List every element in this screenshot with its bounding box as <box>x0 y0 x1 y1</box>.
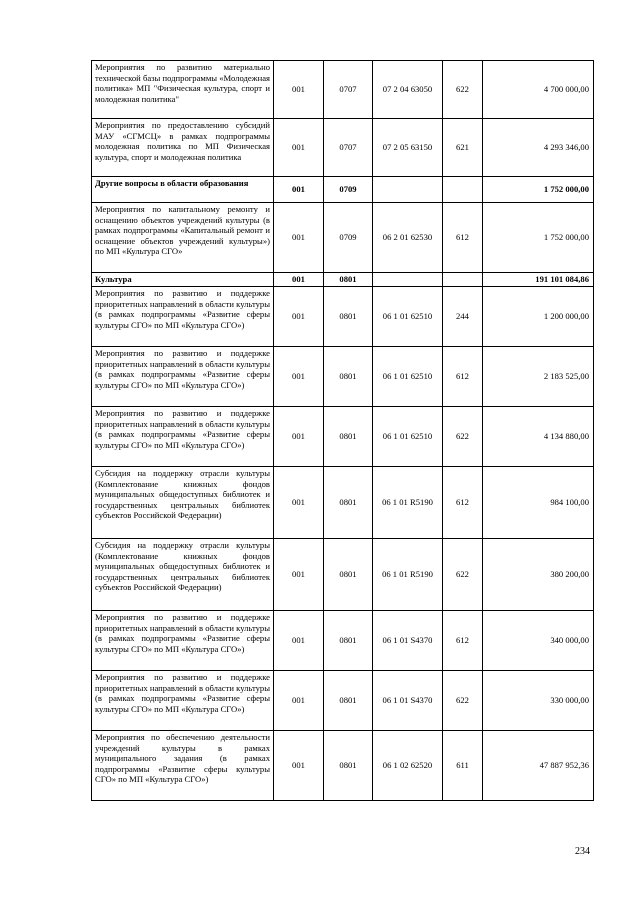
row-ministry-code-cell: 001 <box>274 611 324 671</box>
row-section-code-cell: 0801 <box>324 611 373 671</box>
row-target-code-cell: 06 1 01 62510 <box>373 287 443 347</box>
row-ministry-code-cell: 001 <box>274 467 324 539</box>
row-name-cell: Мероприятия по развитию и поддержке приоритетных направлений в области культуры (в рамках подпрограммы «Развитие сферы культуры СГО» по МП «Культура СГО») <box>92 671 274 731</box>
row-amount-cell: 1 200 000,00 <box>483 287 594 347</box>
row-ministry-code-cell: 001 <box>274 731 324 801</box>
row-name-cell: Мероприятия по обеспечению деятельности учреждений культуры в рамках муниципального задания (в рамках подпрограммы «Развитие сферы культуры СГО» по МП «Культура СГО») <box>92 731 274 801</box>
row-target-code-cell: 06 1 01 62510 <box>373 407 443 467</box>
row-section-code-cell: 0709 <box>324 177 373 203</box>
table-row <box>92 177 594 203</box>
page-number: 234 <box>575 846 590 857</box>
row-section-code-cell: 0801 <box>324 539 373 611</box>
table-row <box>92 407 594 467</box>
row-name-cell: Мероприятия по капитальному ремонту и оснащению объектов учреждений культуры (в рамках подпрограммы «Капитальный ремонт и оснащение объектов учреждений культуры») по МП «Культура СГО» <box>92 203 274 273</box>
table-row <box>92 273 594 287</box>
row-name-cell: Субсидия на поддержку отрасли культуры (Комплектование книжных фондов муниципальных общедоступных библиотек и государственных центральных библиотек субъектов Российской Федерации) <box>92 539 274 611</box>
row-expense-type-cell: 612 <box>443 203 483 273</box>
row-section-code-cell: 0709 <box>324 203 373 273</box>
row-target-code-cell <box>373 273 443 287</box>
row-amount-cell: 1 752 000,00 <box>483 203 594 273</box>
row-section-code-cell: 0801 <box>324 467 373 539</box>
row-expense-type-cell: 612 <box>443 347 483 407</box>
row-amount-cell: 4 700 000,00 <box>483 61 594 119</box>
table-row <box>92 203 594 273</box>
budget-table-body <box>92 61 594 801</box>
row-section-code-cell: 0707 <box>324 119 373 177</box>
row-target-code-cell: 06 1 01 R5190 <box>373 467 443 539</box>
row-section-code-cell: 0801 <box>324 671 373 731</box>
row-target-code-cell: 07 2 05 63150 <box>373 119 443 177</box>
row-expense-type-cell: 622 <box>443 671 483 731</box>
row-expense-type-cell: 621 <box>443 119 483 177</box>
row-name-cell: Мероприятия по развитию и поддержке приоритетных направлений в области культуры (в рамках подпрограммы «Развитие сферы культуры СГО» по МП «Культура СГО») <box>92 347 274 407</box>
row-section-code-cell: 0801 <box>324 347 373 407</box>
table-row <box>92 287 594 347</box>
table-row <box>92 119 594 177</box>
row-name-cell: Мероприятия по развитию и поддержке приоритетных направлений в области культуры (в рамках подпрограммы «Развитие сферы культуры СГО» по МП «Культура СГО») <box>92 287 274 347</box>
table-row <box>92 467 594 539</box>
row-ministry-code-cell: 001 <box>274 539 324 611</box>
row-section-code-cell: 0801 <box>324 287 373 347</box>
row-target-code-cell: 06 1 01 62510 <box>373 347 443 407</box>
row-name-cell: Субсидия на поддержку отрасли культуры (Комплектование книжных фондов муниципальных общедоступных библиотек и государственных центральных библиотек субъектов Российской Федерации) <box>92 467 274 539</box>
row-target-code-cell: 06 1 01 S4370 <box>373 611 443 671</box>
row-section-code-cell: 0801 <box>324 731 373 801</box>
row-name-cell: Мероприятия по развитию и поддержке приоритетных направлений в области культуры (в рамках подпрограммы «Развитие сферы культуры СГО» по МП «Культура СГО») <box>92 611 274 671</box>
row-name-cell: Другие вопросы в области образования <box>92 177 274 203</box>
row-target-code-cell: 06 1 02 62520 <box>373 731 443 801</box>
row-expense-type-cell: 611 <box>443 731 483 801</box>
table-row <box>92 539 594 611</box>
table-row <box>92 347 594 407</box>
row-target-code-cell: 07 2 04 63050 <box>373 61 443 119</box>
row-expense-type-cell <box>443 177 483 203</box>
row-name-cell: Мероприятия по развитию и поддержке приоритетных направлений в области культуры (в рамках подпрограммы «Развитие сферы культуры СГО» по МП «Культура СГО») <box>92 407 274 467</box>
row-amount-cell: 4 293 346,00 <box>483 119 594 177</box>
row-expense-type-cell: 612 <box>443 611 483 671</box>
row-name-cell: Мероприятия по развитию материально технической базы подпрограммы «Молодежная политика» МП "Физическая культура, спорт и молодежная политика" <box>92 61 274 119</box>
row-ministry-code-cell: 001 <box>274 347 324 407</box>
budget-table <box>91 60 594 801</box>
row-ministry-code-cell: 001 <box>274 119 324 177</box>
row-expense-type-cell <box>443 273 483 287</box>
row-expense-type-cell: 622 <box>443 539 483 611</box>
row-ministry-code-cell: 001 <box>274 273 324 287</box>
row-amount-cell: 380 200,00 <box>483 539 594 611</box>
row-name-cell: Культура <box>92 273 274 287</box>
row-amount-cell: 984 100,00 <box>483 467 594 539</box>
row-section-code-cell: 0707 <box>324 61 373 119</box>
row-expense-type-cell: 622 <box>443 61 483 119</box>
row-target-code-cell: 06 2 01 62530 <box>373 203 443 273</box>
row-expense-type-cell: 244 <box>443 287 483 347</box>
row-ministry-code-cell: 001 <box>274 671 324 731</box>
row-amount-cell: 47 887 952,36 <box>483 731 594 801</box>
row-name-cell: Мероприятия по предоставлению субсидий МАУ «СГМСЦ» в рамках подпрограммы молодежная политика по МП Физическая культура, спорт и молодежная политика <box>92 119 274 177</box>
row-expense-type-cell: 612 <box>443 467 483 539</box>
row-amount-cell: 340 000,00 <box>483 611 594 671</box>
table-row <box>92 731 594 801</box>
row-amount-cell: 191 101 084,86 <box>483 273 594 287</box>
row-ministry-code-cell: 001 <box>274 177 324 203</box>
table-row <box>92 611 594 671</box>
row-amount-cell: 2 183 525,00 <box>483 347 594 407</box>
row-target-code-cell: 06 1 01 R5190 <box>373 539 443 611</box>
row-target-code-cell <box>373 177 443 203</box>
row-amount-cell: 4 134 880,00 <box>483 407 594 467</box>
row-section-code-cell: 0801 <box>324 273 373 287</box>
row-ministry-code-cell: 001 <box>274 287 324 347</box>
row-ministry-code-cell: 001 <box>274 407 324 467</box>
row-ministry-code-cell: 001 <box>274 61 324 119</box>
row-target-code-cell: 06 1 01 S4370 <box>373 671 443 731</box>
table-row <box>92 61 594 119</box>
row-amount-cell: 1 752 000,00 <box>483 177 594 203</box>
table-row <box>92 671 594 731</box>
row-expense-type-cell: 622 <box>443 407 483 467</box>
row-amount-cell: 330 000,00 <box>483 671 594 731</box>
row-section-code-cell: 0801 <box>324 407 373 467</box>
row-ministry-code-cell: 001 <box>274 203 324 273</box>
